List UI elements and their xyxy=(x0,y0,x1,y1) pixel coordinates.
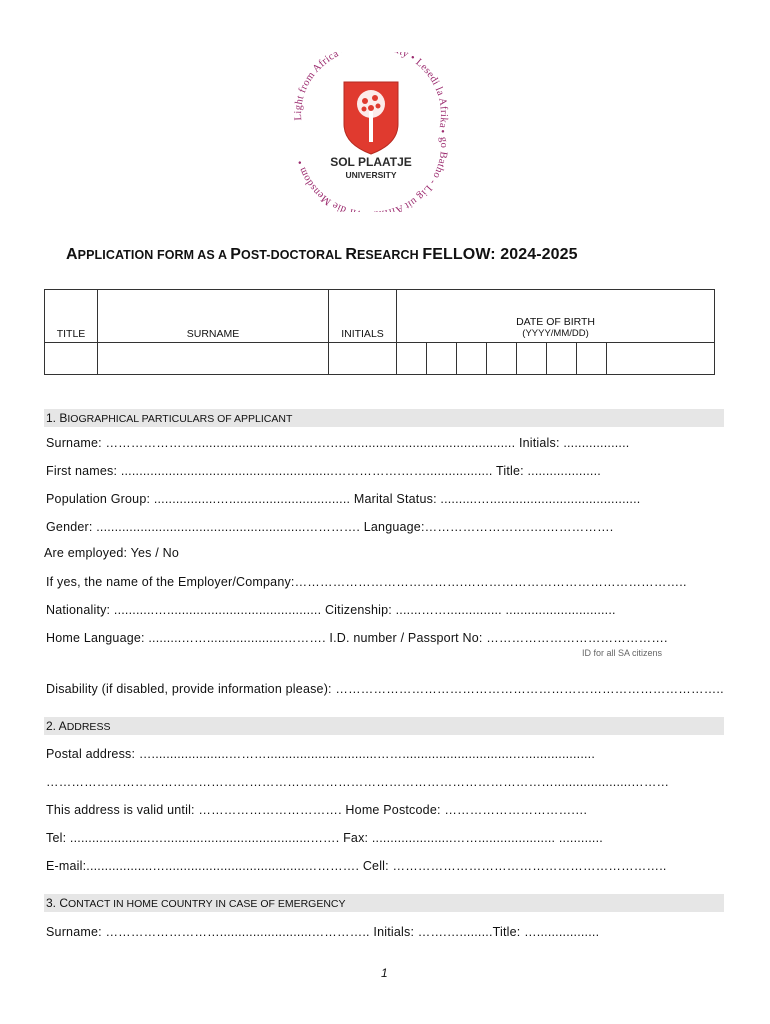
title-part: PPLICATION FORM AS A xyxy=(77,248,231,262)
title-part: F xyxy=(422,246,433,263)
employer-line[interactable]: If yes, the name of the Employer/Company:………………………………….…………………………………………….. xyxy=(46,575,687,589)
dob-digit-cell[interactable] xyxy=(607,343,715,375)
university-logo xyxy=(276,52,466,212)
tel-fax-line[interactable]: Tel: ......................…........................................……. Fax: ......................……..................... ............ xyxy=(46,831,603,845)
id-note: ID for all SA citizens xyxy=(582,648,663,658)
logo-name-line2: UNIVERSITY xyxy=(345,170,397,180)
postal-address-line-2[interactable]: ………………………………………………………………………………………………………….....................……… xyxy=(46,775,670,789)
dob-format: (YYYY/MM/DD) xyxy=(522,328,589,339)
dob-digit-cell[interactable] xyxy=(517,343,547,375)
section-2-number: 2. A xyxy=(46,719,67,733)
valid-postcode-line[interactable]: This address is valid until: ……………………………. Home Postcode: ………………………….… xyxy=(46,803,588,817)
dob-digit-cell[interactable] xyxy=(487,343,517,375)
firstnames-title-line[interactable]: First names: ..........................................................…………….…….................. Title: .................... xyxy=(46,464,601,478)
col-surname-header: SURNAME xyxy=(98,290,329,343)
emergency-surname-line[interactable]: Surname: ……………………….........................………….. Initials: …….….........Title: …................. xyxy=(46,925,600,939)
section-1-number: 1. B xyxy=(46,411,68,425)
dob-digit-cell[interactable] xyxy=(577,343,607,375)
title-part: ELLOW: 2024-2025 xyxy=(432,246,578,263)
homelang-id-line[interactable]: Home Language: .........…….....................………. I.D. number / Passport No: ……………………………………. xyxy=(46,631,668,645)
dob-digit-cell[interactable] xyxy=(547,343,577,375)
dob-digit-cell[interactable] xyxy=(457,343,487,375)
title-part: OST-DOCTORAL xyxy=(241,248,346,262)
col-initials-header: INITIALS xyxy=(329,290,397,343)
initials-cell[interactable] xyxy=(329,343,397,375)
form-title xyxy=(66,246,578,264)
page-number: 1 xyxy=(381,966,388,980)
logo-ring-text: Light from Africa ty • Lesedi la Afrika • go Batho - Lig uit Afr r die Mensdom • xyxy=(292,52,450,212)
particulars-table xyxy=(44,289,715,375)
col-title-header: TITLE xyxy=(45,290,98,343)
dob-digit-cell[interactable] xyxy=(397,343,427,375)
disability-line[interactable]: Disability (if disabled, provide information please): ……………………………………………………………………………….. xyxy=(46,682,724,696)
title-part: A xyxy=(66,246,78,263)
employed-line[interactable]: Are employed: Yes / No xyxy=(44,546,180,560)
title-part: P xyxy=(230,246,241,263)
title-cell[interactable] xyxy=(45,343,98,375)
section-2-header xyxy=(44,717,724,735)
surname-cell[interactable] xyxy=(98,343,329,375)
email-cell-line[interactable]: E-mail:..................…......................................…………. Cell: ……………………………………………………….. xyxy=(46,859,667,873)
population-marital-line[interactable]: Population Group: .................…................................. Marital Status: ..........…......................................... xyxy=(46,492,641,506)
section-3-number: 3. C xyxy=(46,896,69,910)
title-part: R xyxy=(345,246,357,263)
dob-digit-cell[interactable] xyxy=(427,343,457,375)
logo-name-line1: SOL PLAATJE xyxy=(330,155,412,169)
surname-initials-line[interactable]: Surname: ………………….............................…….…............................................... Initials: .................. xyxy=(46,436,630,450)
section-2-title: DDRESS xyxy=(66,721,111,733)
gender-language-line[interactable]: Gender: .........................................................…………. Language:…………………….….……………. xyxy=(46,520,614,534)
section-3-title: ONTACT IN HOME COUNTRY IN CASE OF EMERGENCY xyxy=(68,898,346,910)
dob-label: DATE OF BIRTH xyxy=(516,316,596,328)
col-dob-header xyxy=(397,290,715,343)
nationality-citizenship-line[interactable]: Nationality: ...........….......................................... Citizenship: .......……............... .............................. xyxy=(46,603,616,617)
postal-address-line[interactable]: Postal address: ….....................………..............................……..............................…................... xyxy=(46,747,596,761)
section-1-header xyxy=(44,409,724,427)
section-1-title: IOGRAPHICAL PARTICULARS OF APPLICANT xyxy=(67,413,293,425)
section-3-header xyxy=(44,894,724,912)
title-part: ESEARCH xyxy=(356,248,423,262)
